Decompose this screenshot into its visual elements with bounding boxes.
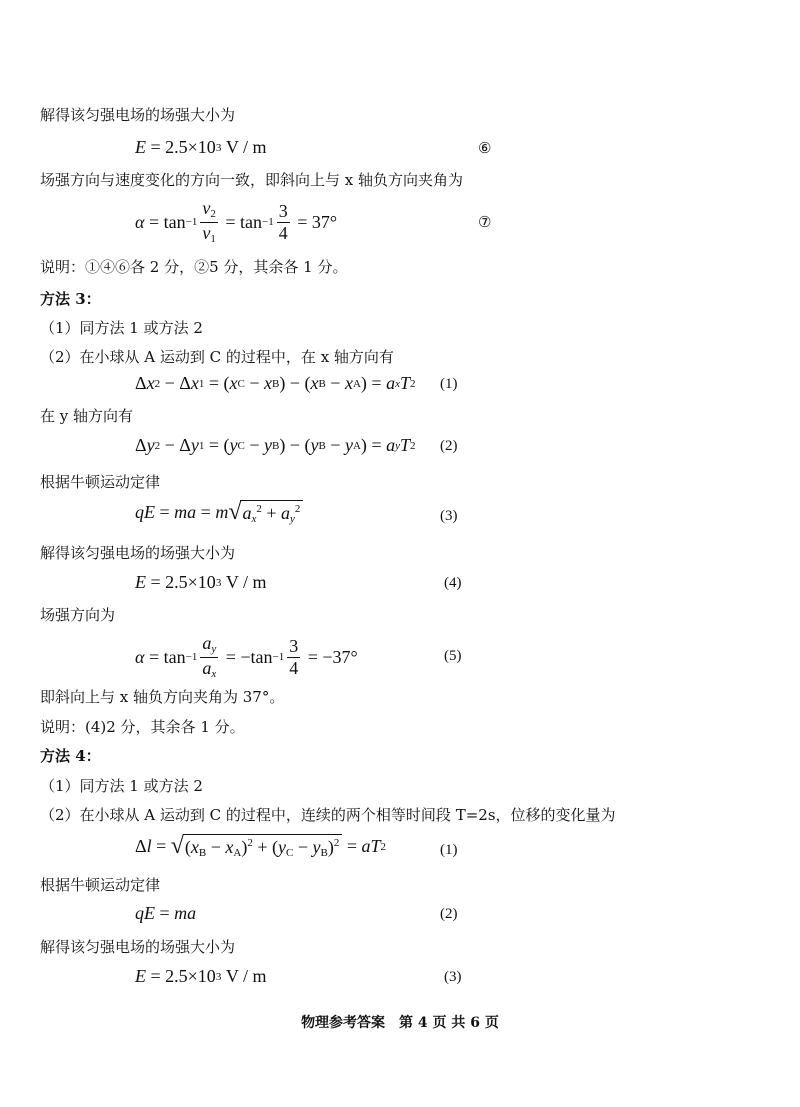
text-line: 说明：(4)2 分，其余各 1 分。 — [40, 718, 245, 736]
equation-number: (2) — [440, 438, 458, 454]
text-line: 说明：①④⑥各 2 分，②5 分，其余各 1 分。 — [40, 258, 348, 276]
page-footer: 物理参考答案 第 4 页 共 6 页 — [301, 1015, 499, 1031]
equation-number: ⑥ — [478, 141, 492, 157]
equation-e-field: E = 2.5×10 3 V / m — [135, 137, 267, 157]
text-line: （2）在小球从 A 运动到 C 的过程中，在 x 轴方向有 — [40, 348, 394, 366]
text-line: 在 y 轴方向有 — [40, 407, 134, 425]
equation-number: (4) — [444, 575, 462, 591]
equation-delta-y: Δ y 2 − Δ y 1 = ( y C − y B ) − ( y B − y A ) = a y T 2 — [135, 435, 416, 455]
equation-e-field: E = 2.5×10 3 V / m — [135, 966, 267, 986]
equation-newton: qE = ma — [135, 903, 197, 923]
text-line: 解得该匀强电场的场强大小为 — [40, 938, 236, 956]
equation-number: (1) — [440, 842, 458, 858]
text-line: （2）在小球从 A 运动到 C 的过程中，连续的两个相等时间段 T=2s，位移的变化量为 — [40, 806, 616, 824]
text-line: （1）同方法 1 或方法 2 — [40, 319, 203, 337]
equation-angle: α = tan −1 $\frac{a_y}{a_x}$ = −tan −1 $\frac{3}{4}$ = −37° — [135, 633, 358, 680]
text-line: 根据牛顿运动定律 — [40, 473, 161, 491]
text-line: 根据牛顿运动定律 — [40, 876, 161, 894]
text-line: （1）同方法 1 或方法 2 — [40, 777, 203, 795]
section-heading: 方法 4： — [40, 747, 101, 765]
section-heading: 方法 3： — [40, 290, 101, 308]
text-line: 即斜向上与 x 轴负方向夹角为 37°。 — [40, 688, 285, 706]
text-line: 解得该匀强电场的场强大小为 — [40, 544, 236, 562]
equation-number: (3) — [440, 508, 458, 524]
equation-number: (2) — [440, 906, 458, 922]
equation-delta-l: Δ l = √ $(x_B - x_A)^2 + (y_C - y_B)^2$ = aT 2 — [135, 833, 387, 859]
equation-newton: qE = ma = m √ $a_x^2 + a_y^2$ — [135, 500, 303, 525]
text-line: 场强方向为 — [40, 606, 116, 624]
equation-e-field: E = 2.5×10 3 V / m — [135, 572, 267, 592]
text-line: 解得该匀强电场的场强大小为 — [40, 106, 236, 124]
equation-number: (3) — [444, 969, 462, 985]
text-line: 场强方向与速度变化的方向一致，即斜向上与 x 轴负方向夹角为 — [40, 171, 463, 189]
equation-angle: α = tan −1 $\frac{v_2}{v_1}$ = tan −1 $\frac{3}{4}$ = 37° — [135, 198, 338, 245]
equation-number: (5) — [444, 648, 462, 664]
equation-delta-x: Δ x 2 − Δ x 1 = ( x C − x B ) − ( x B − x A ) = a x T 2 — [135, 373, 416, 393]
equation-number: (1) — [440, 376, 458, 392]
equation-number: ⑦ — [478, 215, 492, 231]
